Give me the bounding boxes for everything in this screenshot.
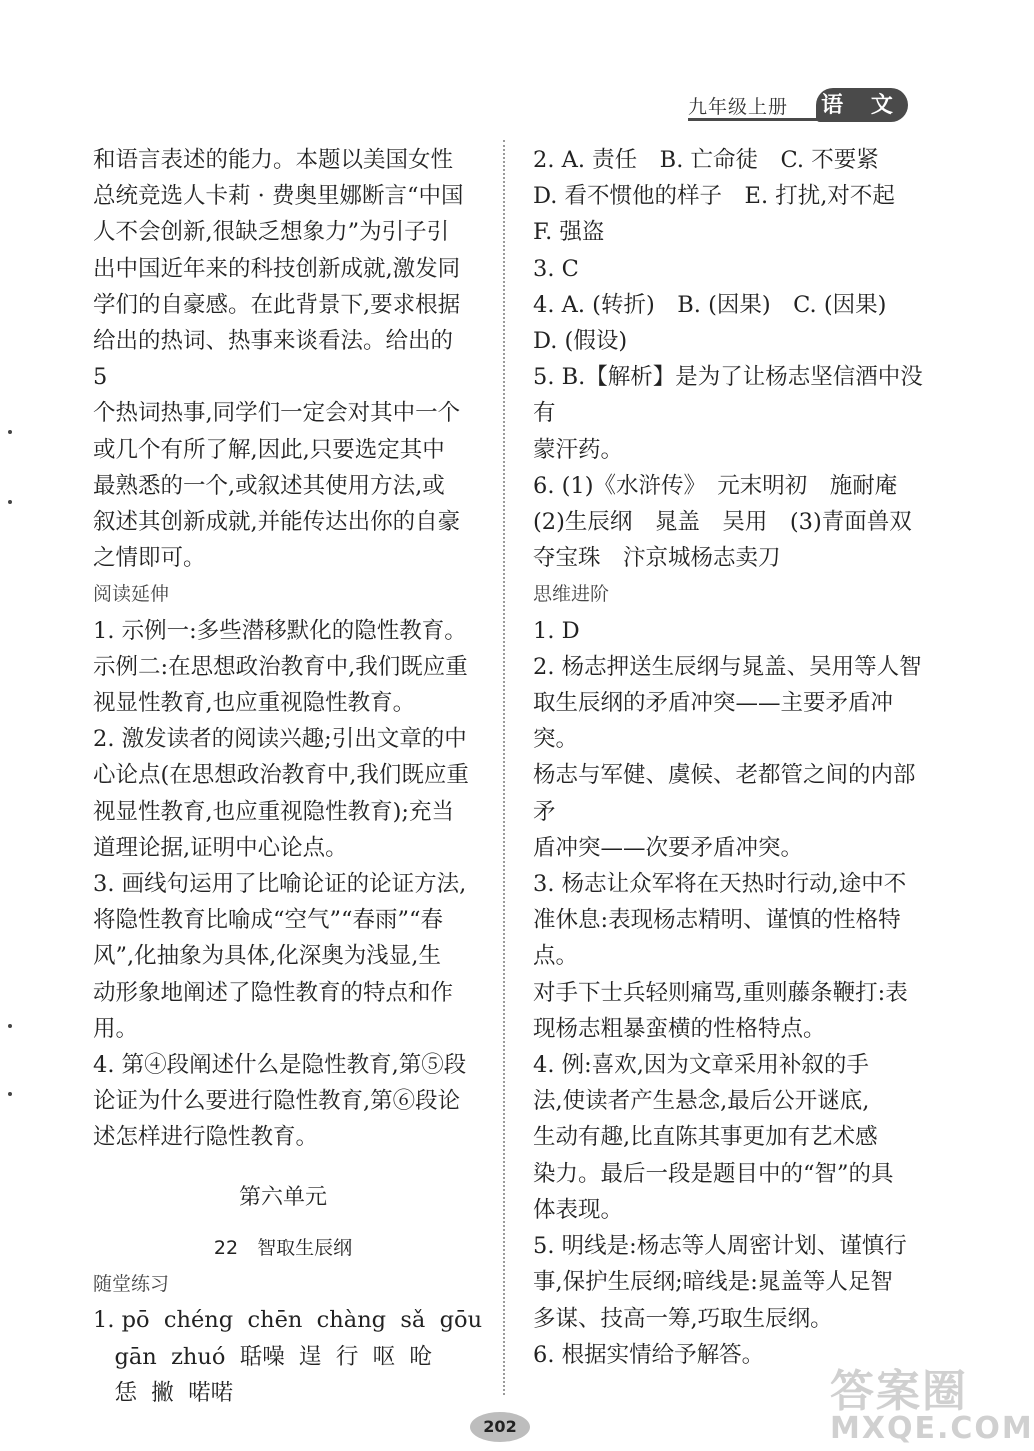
text-line: 给出的热词、热事来谈看法。给出的 5 xyxy=(93,328,454,391)
text-line: 道理论据,证明中心论点。 xyxy=(93,834,348,861)
text-line: 杨志与军健、虞候、老都管之间的内部矛 xyxy=(533,762,916,825)
text-line: 现杨志粗暴蛮横的性格特点。 xyxy=(533,1015,826,1042)
text-line: 视显性教育,也应重视隐性教育);充当 xyxy=(93,798,455,825)
text-line: (2)生辰纲 晁盖 吴用 (3)青面兽双 xyxy=(533,509,912,536)
text-line: 染力。最后一段是题目中的“智”的具 xyxy=(533,1160,894,1187)
text-line: 动形象地阐述了隐性教育的特点和作 xyxy=(93,979,454,1006)
text-line: 人不会创新,很缺乏想象力”为引子引 xyxy=(93,219,450,246)
text-line: 4. 第④段阐述什么是隐性教育,第⑤段 xyxy=(93,1052,467,1079)
text-line: F. 强盗 xyxy=(533,219,605,246)
text-line: 将隐性教育比喻成“空气”“春雨”“春 xyxy=(93,907,444,934)
text-line: 5. B.【解析】是为了让杨志坚信酒中没有 xyxy=(533,364,923,427)
text-line: gān zhuó 聒噪 逞 行 呕 呛 xyxy=(93,1343,432,1370)
text-line: 风”,化抽象为具体,化深奥为浅显,生 xyxy=(93,943,441,970)
text-line: 出中国近年来的科技创新成就,激发同 xyxy=(93,255,461,282)
text-line: 示例二:在思想政治教育中,我们既应重 xyxy=(93,653,468,680)
page-number: 202 xyxy=(470,1412,530,1442)
text-line: 3. 杨志让众军将在天热时行动,途中不 xyxy=(533,871,907,898)
section-heading-practice: 随堂练习 xyxy=(93,1273,170,1296)
page-header xyxy=(688,88,908,128)
text-line: 多谋、技高一筹,巧取生辰纲。 xyxy=(533,1305,833,1332)
left-column xyxy=(93,142,483,1411)
text-line: 总统竞选人卡莉 · 费奥里娜断言“中国 xyxy=(93,183,464,210)
margin-mark xyxy=(8,500,12,504)
text-line: 对手下士兵轻则痛骂,重则藤条鞭打:表 xyxy=(533,979,908,1006)
text-line: 1. pō chéng chēn chàng sǎ gōu xyxy=(93,1307,483,1334)
text-line: 4. A. (转折) B. (因果) C. (因果) xyxy=(533,291,887,318)
text-line: 法,使读者产生悬念,最后公开谜底, xyxy=(533,1088,870,1115)
text-line: 论证为什么要进行隐性教育,第⑥段论 xyxy=(93,1088,461,1115)
text-line: 或几个有所了解,因此,只要选定其中 xyxy=(93,436,445,463)
text-line: 6. 根据实情给予解答。 xyxy=(533,1341,765,1368)
text-line: D. (假设) xyxy=(533,328,628,355)
text-line: 盾冲突——次要矛盾冲突。 xyxy=(533,834,804,861)
text-line: 取生辰纲的矛盾冲突——主要矛盾冲 xyxy=(533,690,894,717)
section-heading-reading: 阅读延伸 xyxy=(93,583,170,606)
text-line: 叙述其创新成就,并能传达出你的自豪 xyxy=(93,509,461,536)
lesson-title: 22 智取生辰纲 xyxy=(213,1236,353,1259)
text-line: 体表现。 xyxy=(533,1196,624,1223)
text-line: 恁 撇 喏喏 xyxy=(93,1379,234,1406)
text-line: 心论点(在思想政治教育中,我们既应重 xyxy=(93,762,469,789)
unit-title: 第六单元 xyxy=(238,1184,327,1210)
text-line: 2. 激发读者的阅读兴趣;引出文章的中 xyxy=(93,726,467,753)
text-line: 6. (1)《水浒传》 元末明初 施耐庵 xyxy=(533,472,898,499)
watermark xyxy=(830,1355,1034,1446)
margin-mark xyxy=(8,1092,12,1096)
text-line: 事,保护生辰纲;暗线是:晁盖等人足智 xyxy=(533,1269,893,1296)
text-line: 1. D xyxy=(533,617,580,644)
text-line: 2. A. 责任 B. 亡命徒 C. 不要紧 xyxy=(533,147,879,173)
text-line: 学们的自豪感。在此背景下,要求根据 xyxy=(93,291,461,318)
text-line: 突。 xyxy=(533,726,579,753)
watermark-logo: 答案圈 xyxy=(830,1366,968,1417)
text-line: 之情即可。 xyxy=(93,545,206,572)
text-line: 2. 杨志押送生辰纲与晁盖、吴用等人智 xyxy=(533,653,922,680)
text-line: 个热词热事,同学们一定会对其中一个 xyxy=(93,400,461,427)
text-line: 夺宝珠 汴京城杨志卖刀 xyxy=(533,545,781,572)
text-line: 蒙汗药。 xyxy=(533,436,624,463)
section-heading-thinking: 思维进阶 xyxy=(533,583,610,606)
text-line: 视显性教育,也应重视隐性教育。 xyxy=(93,690,416,717)
text-line: 和语言表述的能力。本题以美国女性 xyxy=(93,147,454,173)
text-line: 生动有趣,比直陈其事更加有艺术感 xyxy=(533,1124,878,1151)
header-rule xyxy=(688,118,828,121)
text-line: 3. 画线句运用了比喻论证的论证方法, xyxy=(93,871,467,898)
subject-tab: 语 文 xyxy=(816,88,908,122)
column-divider xyxy=(503,140,505,1395)
text-line: 点。 xyxy=(533,943,579,970)
watermark-site: MXQE.COM xyxy=(830,1411,1034,1446)
text-line: 用。 xyxy=(93,1015,139,1042)
text-line: 5. 明线是:杨志等人周密计划、谨慎行 xyxy=(533,1233,907,1260)
margin-mark xyxy=(8,430,12,434)
text-line: 最熟悉的一个,或叙述其使用方法,或 xyxy=(93,472,445,499)
text-line: D. 看不惯他的样子 E. 打扰,对不起 xyxy=(533,183,895,210)
right-column xyxy=(533,142,923,1373)
margin-mark xyxy=(8,1024,12,1028)
text-line: 准休息:表现杨志精明、谨慎的性格特 xyxy=(533,907,901,934)
text-line: 1. 示例一:多些潜移默化的隐性教育。 xyxy=(93,617,467,644)
grade-label: 九年级上册 xyxy=(688,96,789,118)
text-line: 4. 例:喜欢,因为文章采用补叙的手 xyxy=(533,1052,869,1079)
text-line: 述怎样进行隐性教育。 xyxy=(93,1124,319,1151)
text-line: 3. C xyxy=(533,255,579,282)
